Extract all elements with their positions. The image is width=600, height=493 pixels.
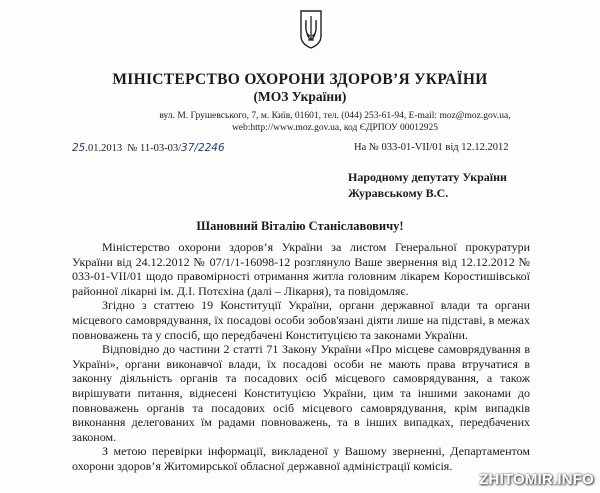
handwritten-date: 25 [72,142,86,154]
printed-date: .01.2013 [85,143,123,154]
salutation: Шановний Віталію Станіславовичу! [196,219,404,233]
number-prefix: № 11-03-03/ [127,143,182,154]
ministry-abbreviation: (МОЗ України) [253,89,347,104]
address-line-2: web:http://www.moz.gov.ua, код ЄДРПОУ 00012925 [231,123,439,133]
paragraph: Відповідно до частини 2 статті 71 Закону України «Про місцеве самоврядування в Україні», органи виконавчої влади, їх посадові особи не мають права втручатися в законну діяльність органів та посадових осіб місцевого самоврядування, а також вирішувати питання, віднесені Конституцією України, цим та іншими законами до повноважень органів та посадових осіб місцевого самоврядування, крім випадків виконання делегованих їм радами повноважень, та в інших випадках, передбачених законом. [72,342,530,444]
paragraph: З метою перевірки інформації, викладеної у Вашому зверненні, Департаментом охорони здоров’я Житомирської обласної державної адміністрації комісія. [72,444,530,473]
ministry-title: МІНІСТЕРСТВО ОХОРОНИ ЗДОРОВ’Я УКРАЇНИ [112,71,488,88]
letter-body [72,240,530,474]
handwritten-number: 37/2246 [181,142,225,154]
address-line-1: вул. М. Грушевського, 7, м. Київ, 01601, тел. (044) 253-61-94, E-mail: moz@moz.gov.ua, [159,111,511,121]
paragraph: Згідно з статтею 19 Конституції України, органи державної влади та органи місцевого самоврядування, їх посадові особи зобов'язані діяти лише на підставі, в межах повноважень та у спосіб, що передбачені Конституцією та законами України. [72,298,530,342]
recipient-name: Журавському В.С. [348,186,449,200]
site-watermark: ZHITOMIR.INFO [479,471,594,488]
trident-emblem-icon [298,8,324,50]
recipient-title: Народному депутату України [348,170,507,184]
paragraph: Міністерство охорони здоров’я України за листом Генеральної прокуратури України від 24.12.2012 № 07/1/1-16098-12 розглянуло Ваше звернення від 12.12.2012 № 033-01-VII/01 щодо правомірності отримання житла головним лікарем Коростишівської районної лікарні ім. Д.І. Потєхіна (далі – Лікарня), та повідомляє. [72,240,530,298]
outgoing-registration [72,142,225,154]
reference-number: На № 033-01-VII/01 від 12.12.2012 [354,142,509,153]
